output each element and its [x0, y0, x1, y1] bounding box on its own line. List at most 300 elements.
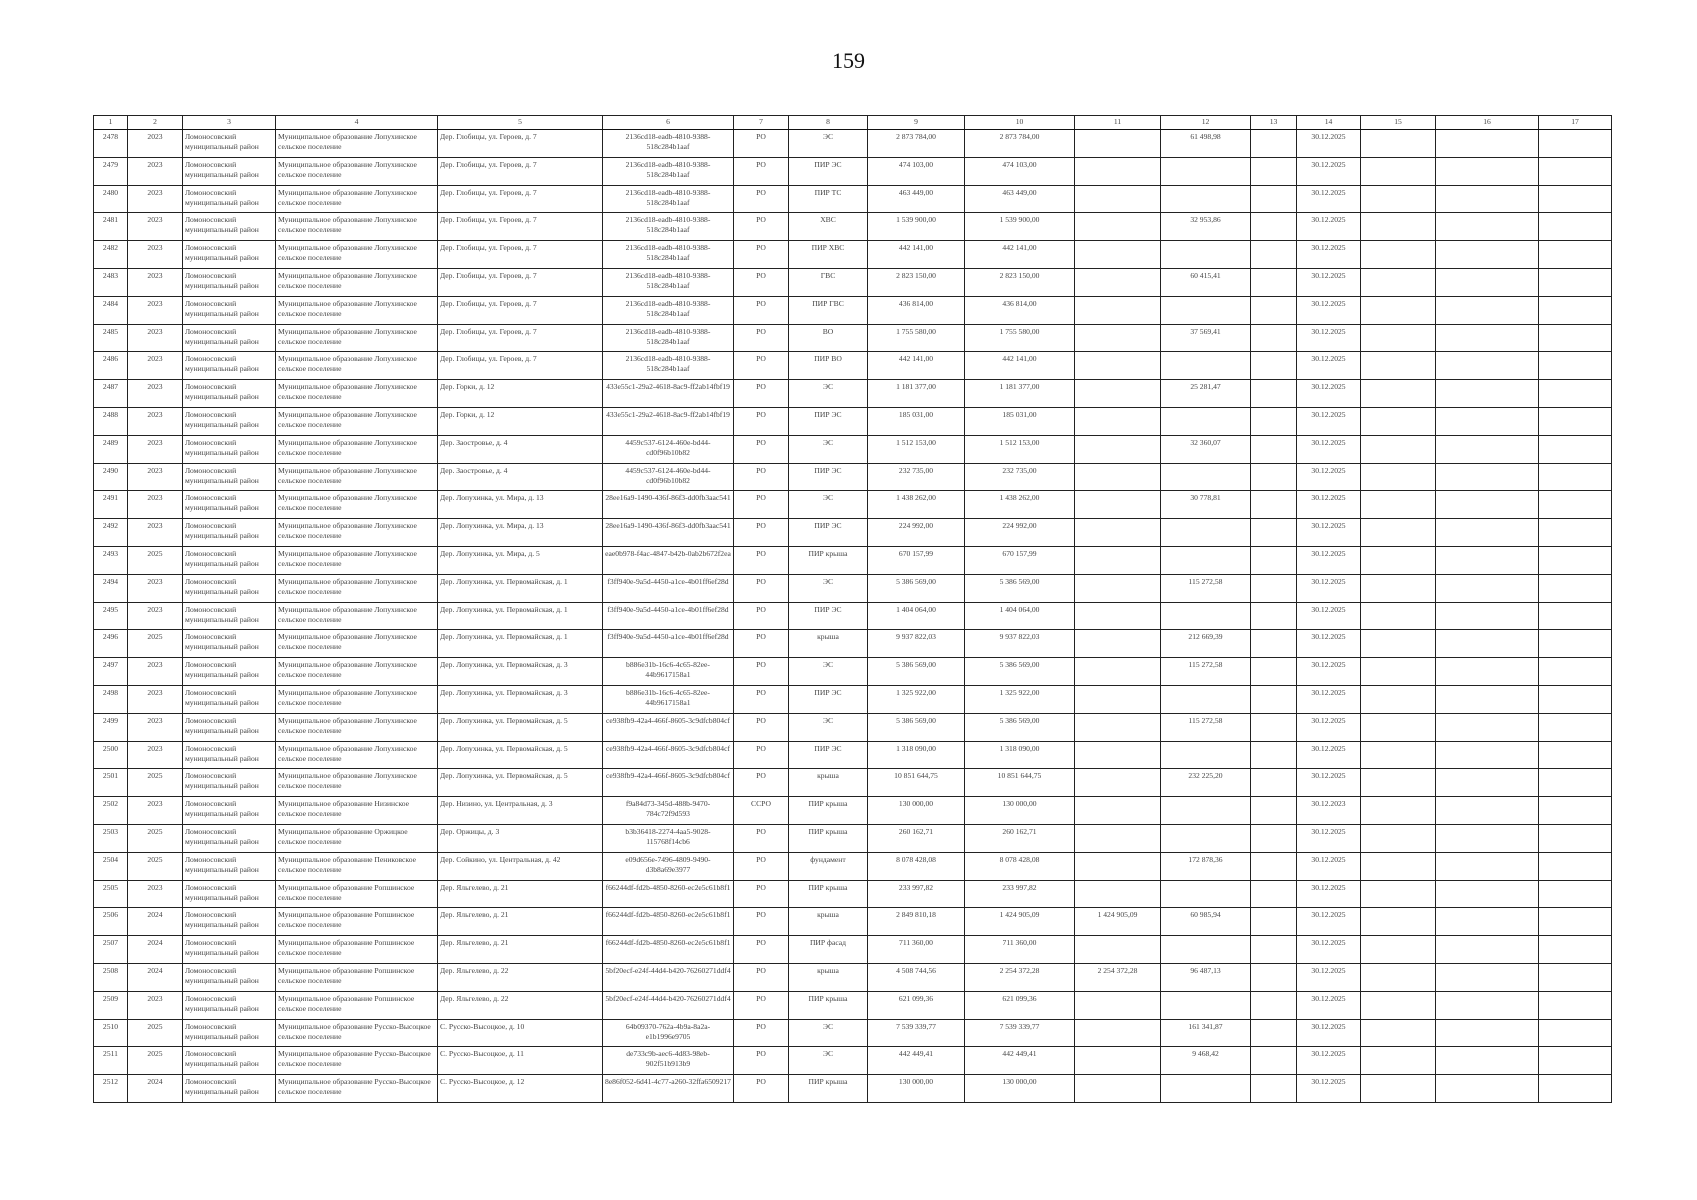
cell-col-11	[1075, 352, 1161, 380]
cell-col-14: 30.12.2025	[1297, 630, 1361, 658]
cell-col-3: Ломоносовский муниципальный район	[183, 852, 276, 880]
cell-col-17	[1539, 824, 1612, 852]
cell-col-10: 442 141,00	[965, 352, 1075, 380]
cell-col-3: Ломоносовский муниципальный район	[183, 658, 276, 686]
cell-col-9: 2 849 810,18	[868, 908, 965, 936]
table-row	[94, 630, 1612, 658]
cell-col-17	[1539, 1047, 1612, 1075]
cell-col-7: РО	[734, 1047, 789, 1075]
cell-col-5: Дер. Глобицы, ул. Героев, д. 7	[438, 157, 603, 185]
cell-col-8: ПИР ЭС	[789, 519, 868, 547]
cell-col-7: РО	[734, 685, 789, 713]
cell-col-5: Дер. Оржицы, д. 3	[438, 824, 603, 852]
cell-col-7: РО	[734, 435, 789, 463]
cell-col-9: 1 539 900,00	[868, 213, 965, 241]
cell-col-14: 30.12.2025	[1297, 963, 1361, 991]
cell-col-10: 1 404 064,00	[965, 602, 1075, 630]
cell-col-10: 1 325 922,00	[965, 685, 1075, 713]
cell-col-15	[1361, 574, 1436, 602]
cell-col-1: 2484	[94, 296, 128, 324]
cell-col-7: РО	[734, 213, 789, 241]
table-row	[94, 658, 1612, 686]
cell-col-10: 442 449,41	[965, 1047, 1075, 1075]
cell-col-15	[1361, 908, 1436, 936]
cell-col-15	[1361, 296, 1436, 324]
cell-col-5: Дер. Глобицы, ул. Героев, д. 7	[438, 241, 603, 269]
cell-col-8: ЭС	[789, 435, 868, 463]
cell-col-11: 2 254 372,28	[1075, 963, 1161, 991]
cell-col-7: РО	[734, 963, 789, 991]
cell-col-5: Дер. Глобицы, ул. Героев, д. 7	[438, 130, 603, 158]
cell-col-1: 2504	[94, 852, 128, 880]
column-header-6: 6	[603, 116, 734, 130]
cell-col-8: крыша	[789, 769, 868, 797]
cell-col-14: 30.12.2025	[1297, 157, 1361, 185]
cell-col-1: 2511	[94, 1047, 128, 1075]
cell-col-9: 233 997,82	[868, 880, 965, 908]
cell-col-2: 2023	[128, 380, 183, 408]
cell-col-3: Ломоносовский муниципальный район	[183, 1075, 276, 1103]
cell-col-11	[1075, 713, 1161, 741]
cell-col-8: ЭС	[789, 658, 868, 686]
table-row	[94, 463, 1612, 491]
cell-col-2: 2023	[128, 991, 183, 1019]
cell-col-16	[1436, 157, 1539, 185]
table-row	[94, 352, 1612, 380]
cell-col-4: Муниципальное образование Лопухинское сельское поселение	[276, 491, 438, 519]
cell-col-10: 2 873 784,00	[965, 130, 1075, 158]
cell-col-10: 5 386 569,00	[965, 574, 1075, 602]
cell-col-11	[1075, 852, 1161, 880]
cell-col-9: 1 181 377,00	[868, 380, 965, 408]
cell-col-14: 30.12.2025	[1297, 407, 1361, 435]
cell-col-3: Ломоносовский муниципальный район	[183, 546, 276, 574]
cell-col-12: 212 669,39	[1161, 630, 1251, 658]
cell-col-4: Муниципальное образование Русско-Высоцкое сельское поселение	[276, 1019, 438, 1047]
cell-col-11	[1075, 880, 1161, 908]
cell-col-4: Муниципальное образование Лопухинское сельское поселение	[276, 435, 438, 463]
cell-col-12: 9 468,42	[1161, 1047, 1251, 1075]
cell-col-16	[1436, 296, 1539, 324]
cell-col-4: Муниципальное образование Лопухинское сельское поселение	[276, 463, 438, 491]
cell-col-15	[1361, 519, 1436, 547]
cell-col-2: 2023	[128, 602, 183, 630]
cell-col-10: 442 141,00	[965, 241, 1075, 269]
cell-col-2: 2025	[128, 852, 183, 880]
cell-col-7: РО	[734, 991, 789, 1019]
cell-col-16	[1436, 185, 1539, 213]
cell-col-17	[1539, 157, 1612, 185]
cell-col-13	[1251, 852, 1297, 880]
cell-col-14: 30.12.2023	[1297, 797, 1361, 825]
cell-col-17	[1539, 658, 1612, 686]
cell-col-13	[1251, 296, 1297, 324]
cell-col-4: Муниципальное образование Пениковское сельское поселение	[276, 852, 438, 880]
cell-col-10: 474 103,00	[965, 157, 1075, 185]
cell-col-7: РО	[734, 824, 789, 852]
cell-col-8: ПИР ЭС	[789, 685, 868, 713]
cell-col-11	[1075, 630, 1161, 658]
cell-col-6: ce938fb9-42a4-466f-8605-3c9dfcb804cf	[603, 713, 734, 741]
cell-col-7: РО	[734, 463, 789, 491]
table-row	[94, 324, 1612, 352]
cell-col-3: Ломоносовский муниципальный район	[183, 380, 276, 408]
cell-col-16	[1436, 435, 1539, 463]
cell-col-6: b886e31b-16c6-4c65-82ee-44b9617158a1	[603, 658, 734, 686]
cell-col-6: ce938fb9-42a4-466f-8605-3c9dfcb804cf	[603, 769, 734, 797]
cell-col-17	[1539, 769, 1612, 797]
cell-col-5: Дер. Лопухинка, ул. Первомайская, д. 5	[438, 713, 603, 741]
cell-col-6: 433e55c1-29a2-4618-8ac9-ff2ab14fbf19	[603, 380, 734, 408]
cell-col-9: 5 386 569,00	[868, 574, 965, 602]
cell-col-16	[1436, 685, 1539, 713]
cell-col-6: f66244df-fd2b-4850-8260-ec2e5c61b8f1	[603, 880, 734, 908]
cell-col-10: 1 438 262,00	[965, 491, 1075, 519]
cell-col-11	[1075, 824, 1161, 852]
cell-col-12: 115 272,58	[1161, 658, 1251, 686]
cell-col-17	[1539, 880, 1612, 908]
cell-col-6: 8e86f052-6d41-4c77-a260-32ffa6509217	[603, 1075, 734, 1103]
cell-col-14: 30.12.2025	[1297, 824, 1361, 852]
cell-col-12: 96 487,13	[1161, 963, 1251, 991]
table-row	[94, 936, 1612, 964]
cell-col-1: 2486	[94, 352, 128, 380]
cell-col-11	[1075, 213, 1161, 241]
cell-col-15	[1361, 936, 1436, 964]
cell-col-12	[1161, 546, 1251, 574]
cell-col-16	[1436, 963, 1539, 991]
cell-col-6: f66244df-fd2b-4850-8260-ec2e5c61b8f1	[603, 908, 734, 936]
column-header-13: 13	[1251, 116, 1297, 130]
cell-col-3: Ломоносовский муниципальный район	[183, 991, 276, 1019]
cell-col-2: 2023	[128, 352, 183, 380]
cell-col-8: ЭС	[789, 380, 868, 408]
cell-col-1: 2479	[94, 157, 128, 185]
cell-col-11	[1075, 602, 1161, 630]
cell-col-16	[1436, 130, 1539, 158]
cell-col-15	[1361, 491, 1436, 519]
cell-col-8: ЭС	[789, 491, 868, 519]
cell-col-7: РО	[734, 741, 789, 769]
cell-col-11	[1075, 157, 1161, 185]
cell-col-8: ПИР ГВС	[789, 296, 868, 324]
cell-col-12	[1161, 407, 1251, 435]
cell-col-9: 1 755 580,00	[868, 324, 965, 352]
cell-col-17	[1539, 407, 1612, 435]
cell-col-7: РО	[734, 713, 789, 741]
cell-col-4: Муниципальное образование Лопухинское сельское поселение	[276, 769, 438, 797]
cell-col-9: 1 512 153,00	[868, 435, 965, 463]
table-row	[94, 1047, 1612, 1075]
cell-col-16	[1436, 241, 1539, 269]
cell-col-14: 30.12.2025	[1297, 769, 1361, 797]
cell-col-7: РО	[734, 491, 789, 519]
cell-col-15	[1361, 769, 1436, 797]
cell-col-1: 2490	[94, 463, 128, 491]
cell-col-15	[1361, 880, 1436, 908]
cell-col-5: Дер. Заостровье, д. 4	[438, 435, 603, 463]
cell-col-1: 2496	[94, 630, 128, 658]
cell-col-7: РО	[734, 296, 789, 324]
cell-col-4: Муниципальное образование Лопухинское сельское поселение	[276, 546, 438, 574]
cell-col-11	[1075, 991, 1161, 1019]
cell-col-5: Дер. Лопухинка, ул. Первомайская, д. 3	[438, 685, 603, 713]
cell-col-6: 2136cd18-eadb-4810-9388-518c284b1aaf	[603, 324, 734, 352]
cell-col-6: 64b09370-762a-4b9a-8a2a-e1b1996e9705	[603, 1019, 734, 1047]
cell-col-12	[1161, 1075, 1251, 1103]
cell-col-13	[1251, 546, 1297, 574]
cell-col-10: 130 000,00	[965, 1075, 1075, 1103]
cell-col-2: 2024	[128, 963, 183, 991]
cell-col-10: 711 360,00	[965, 936, 1075, 964]
cell-col-12: 115 272,58	[1161, 713, 1251, 741]
cell-col-14: 30.12.2025	[1297, 574, 1361, 602]
cell-col-17	[1539, 352, 1612, 380]
cell-col-16	[1436, 407, 1539, 435]
cell-col-5: Дер. Глобицы, ул. Героев, д. 7	[438, 352, 603, 380]
cell-col-13	[1251, 463, 1297, 491]
cell-col-14: 30.12.2025	[1297, 741, 1361, 769]
cell-col-11	[1075, 1019, 1161, 1047]
cell-col-12	[1161, 519, 1251, 547]
cell-col-1: 2489	[94, 435, 128, 463]
cell-col-3: Ломоносовский муниципальный район	[183, 296, 276, 324]
cell-col-1: 2495	[94, 602, 128, 630]
cell-col-3: Ломоносовский муниципальный район	[183, 157, 276, 185]
cell-col-4: Муниципальное образование Ропшинское сельское поселение	[276, 963, 438, 991]
cell-col-3: Ломоносовский муниципальный район	[183, 880, 276, 908]
cell-col-1: 2478	[94, 130, 128, 158]
cell-col-5: Дер. Заостровье, д. 4	[438, 463, 603, 491]
cell-col-1: 2508	[94, 963, 128, 991]
cell-col-17	[1539, 602, 1612, 630]
cell-col-6: 2136cd18-eadb-4810-9388-518c284b1aaf	[603, 130, 734, 158]
cell-col-17	[1539, 797, 1612, 825]
cell-col-12: 60 985,94	[1161, 908, 1251, 936]
cell-col-1: 2498	[94, 685, 128, 713]
cell-col-16	[1436, 1019, 1539, 1047]
cell-col-5: Дер. Лопухинка, ул. Первомайская, д. 3	[438, 658, 603, 686]
cell-col-6: 2136cd18-eadb-4810-9388-518c284b1aaf	[603, 296, 734, 324]
cell-col-7: РО	[734, 1019, 789, 1047]
cell-col-15	[1361, 602, 1436, 630]
cell-col-11: 1 424 905,09	[1075, 908, 1161, 936]
cell-col-9: 442 141,00	[868, 241, 965, 269]
cell-col-11	[1075, 1047, 1161, 1075]
cell-col-17	[1539, 991, 1612, 1019]
cell-col-2: 2025	[128, 769, 183, 797]
cell-col-8: крыша	[789, 908, 868, 936]
cell-col-4: Муниципальное образование Лопухинское сельское поселение	[276, 268, 438, 296]
cell-col-7: РО	[734, 574, 789, 602]
cell-col-2: 2023	[128, 241, 183, 269]
cell-col-15	[1361, 713, 1436, 741]
table-row	[94, 380, 1612, 408]
cell-col-10: 7 539 339,77	[965, 1019, 1075, 1047]
table-row	[94, 574, 1612, 602]
cell-col-6: 2136cd18-eadb-4810-9388-518c284b1aaf	[603, 241, 734, 269]
cell-col-10: 10 851 644,75	[965, 769, 1075, 797]
cell-col-14: 30.12.2025	[1297, 658, 1361, 686]
cell-col-8: ПИР ЭС	[789, 157, 868, 185]
cell-col-6: f9a84d73-345d-488b-9470-784c72f9d593	[603, 797, 734, 825]
table-row	[94, 1019, 1612, 1047]
column-header-14: 14	[1297, 116, 1361, 130]
cell-col-6: 2136cd18-eadb-4810-9388-518c284b1aaf	[603, 213, 734, 241]
cell-col-2: 2023	[128, 185, 183, 213]
cell-col-12	[1161, 936, 1251, 964]
cell-col-7: РО	[734, 852, 789, 880]
cell-col-7: РО	[734, 936, 789, 964]
cell-col-16	[1436, 1075, 1539, 1103]
cell-col-2: 2023	[128, 407, 183, 435]
cell-col-13	[1251, 880, 1297, 908]
cell-col-2: 2023	[128, 574, 183, 602]
cell-col-16	[1436, 630, 1539, 658]
column-header-7: 7	[734, 116, 789, 130]
cell-col-14: 30.12.2025	[1297, 519, 1361, 547]
cell-col-6: 2136cd18-eadb-4810-9388-518c284b1aaf	[603, 185, 734, 213]
cell-col-10: 233 997,82	[965, 880, 1075, 908]
cell-col-9: 232 735,00	[868, 463, 965, 491]
cell-col-10: 185 031,00	[965, 407, 1075, 435]
column-header-8: 8	[789, 116, 868, 130]
cell-col-15	[1361, 435, 1436, 463]
cell-col-10: 224 992,00	[965, 519, 1075, 547]
cell-col-3: Ломоносовский муниципальный район	[183, 213, 276, 241]
cell-col-17	[1539, 324, 1612, 352]
cell-col-13	[1251, 713, 1297, 741]
cell-col-14: 30.12.2025	[1297, 324, 1361, 352]
table-row	[94, 963, 1612, 991]
cell-col-6: 2136cd18-eadb-4810-9388-518c284b1aaf	[603, 352, 734, 380]
cell-col-17	[1539, 630, 1612, 658]
table-header	[94, 116, 1612, 130]
table-row	[94, 435, 1612, 463]
cell-col-14: 30.12.2025	[1297, 685, 1361, 713]
cell-col-4: Муниципальное образование Ропшинское сельское поселение	[276, 936, 438, 964]
cell-col-14: 30.12.2025	[1297, 852, 1361, 880]
cell-col-1: 2493	[94, 546, 128, 574]
cell-col-9: 9 937 822,03	[868, 630, 965, 658]
cell-col-7: ССРО	[734, 797, 789, 825]
cell-col-9: 474 103,00	[868, 157, 965, 185]
cell-col-5: Дер. Лопухинка, ул. Мира, д. 13	[438, 491, 603, 519]
cell-col-16	[1436, 352, 1539, 380]
column-header-15: 15	[1361, 116, 1436, 130]
cell-col-13	[1251, 574, 1297, 602]
cell-col-14: 30.12.2025	[1297, 936, 1361, 964]
cell-col-2: 2023	[128, 130, 183, 158]
cell-col-12	[1161, 797, 1251, 825]
cell-col-1: 2492	[94, 519, 128, 547]
cell-col-11	[1075, 519, 1161, 547]
cell-col-15	[1361, 463, 1436, 491]
cell-col-1: 2487	[94, 380, 128, 408]
cell-col-13	[1251, 324, 1297, 352]
cell-col-6: b886e31b-16c6-4c65-82ee-44b9617158a1	[603, 685, 734, 713]
cell-col-6: 5bf20ecf-e24f-44d4-b420-76260271ddf4	[603, 963, 734, 991]
cell-col-8: ЭС	[789, 574, 868, 602]
cell-col-8: ПИР ЭС	[789, 407, 868, 435]
cell-col-10: 1 424 905,09	[965, 908, 1075, 936]
cell-col-13	[1251, 185, 1297, 213]
cell-col-10: 621 099,36	[965, 991, 1075, 1019]
cell-col-3: Ломоносовский муниципальный район	[183, 741, 276, 769]
cell-col-14: 30.12.2025	[1297, 380, 1361, 408]
cell-col-7: РО	[734, 241, 789, 269]
cell-col-4: Муниципальное образование Лопухинское сельское поселение	[276, 630, 438, 658]
cell-col-2: 2023	[128, 435, 183, 463]
cell-col-8: ЭС	[789, 130, 868, 158]
column-header-16: 16	[1436, 116, 1539, 130]
table-row	[94, 741, 1612, 769]
cell-col-3: Ломоносовский муниципальный район	[183, 1019, 276, 1047]
cell-col-8: ПИР крыша	[789, 1075, 868, 1103]
cell-col-16	[1436, 491, 1539, 519]
cell-col-1: 2505	[94, 880, 128, 908]
cell-col-10: 8 078 428,08	[965, 852, 1075, 880]
cell-col-14: 30.12.2025	[1297, 602, 1361, 630]
column-header-1: 1	[94, 116, 128, 130]
cell-col-11	[1075, 463, 1161, 491]
cell-col-15	[1361, 658, 1436, 686]
cell-col-14: 30.12.2025	[1297, 908, 1361, 936]
cell-col-11	[1075, 491, 1161, 519]
cell-col-3: Ломоносовский муниципальный район	[183, 519, 276, 547]
cell-col-5: С. Русско-Высоцкое, д. 12	[438, 1075, 603, 1103]
cell-col-15	[1361, 157, 1436, 185]
cell-col-17	[1539, 185, 1612, 213]
cell-col-8: фундамент	[789, 852, 868, 880]
cell-col-6: 2136cd18-eadb-4810-9388-518c284b1aaf	[603, 268, 734, 296]
cell-col-5: Дер. Низино, ул. Центральная, д. 3	[438, 797, 603, 825]
cell-col-14: 30.12.2025	[1297, 991, 1361, 1019]
cell-col-12	[1161, 185, 1251, 213]
cell-col-12: 61 498,98	[1161, 130, 1251, 158]
cell-col-5: Дер. Лопухинка, ул. Первомайская, д. 5	[438, 769, 603, 797]
cell-col-15	[1361, 741, 1436, 769]
cell-col-9: 1 318 090,00	[868, 741, 965, 769]
cell-col-4: Муниципальное образование Лопухинское сельское поселение	[276, 574, 438, 602]
cell-col-8: крыша	[789, 630, 868, 658]
cell-col-8: ПИР крыша	[789, 824, 868, 852]
cell-col-7: РО	[734, 519, 789, 547]
cell-col-9: 621 099,36	[868, 991, 965, 1019]
cell-col-13	[1251, 268, 1297, 296]
table-row	[94, 824, 1612, 852]
cell-col-12: 25 281,47	[1161, 380, 1251, 408]
cell-col-17	[1539, 463, 1612, 491]
cell-col-1: 2510	[94, 1019, 128, 1047]
cell-col-5: Дер. Горки, д. 12	[438, 407, 603, 435]
cell-col-5: Дер. Глобицы, ул. Героев, д. 7	[438, 324, 603, 352]
cell-col-12: 60 415,41	[1161, 268, 1251, 296]
cell-col-13	[1251, 991, 1297, 1019]
cell-col-10: 1 539 900,00	[965, 213, 1075, 241]
cell-col-1: 2480	[94, 185, 128, 213]
cell-col-3: Ломоносовский муниципальный район	[183, 1047, 276, 1075]
cell-col-7: РО	[734, 352, 789, 380]
cell-col-5: Дер. Глобицы, ул. Героев, д. 7	[438, 268, 603, 296]
cell-col-4: Муниципальное образование Лопухинское сельское поселение	[276, 352, 438, 380]
cell-col-16	[1436, 908, 1539, 936]
cell-col-6: 2136cd18-eadb-4810-9388-518c284b1aaf	[603, 157, 734, 185]
cell-col-13	[1251, 130, 1297, 158]
cell-col-4: Муниципальное образование Лопухинское сельское поселение	[276, 213, 438, 241]
cell-col-13	[1251, 963, 1297, 991]
cell-col-13	[1251, 602, 1297, 630]
